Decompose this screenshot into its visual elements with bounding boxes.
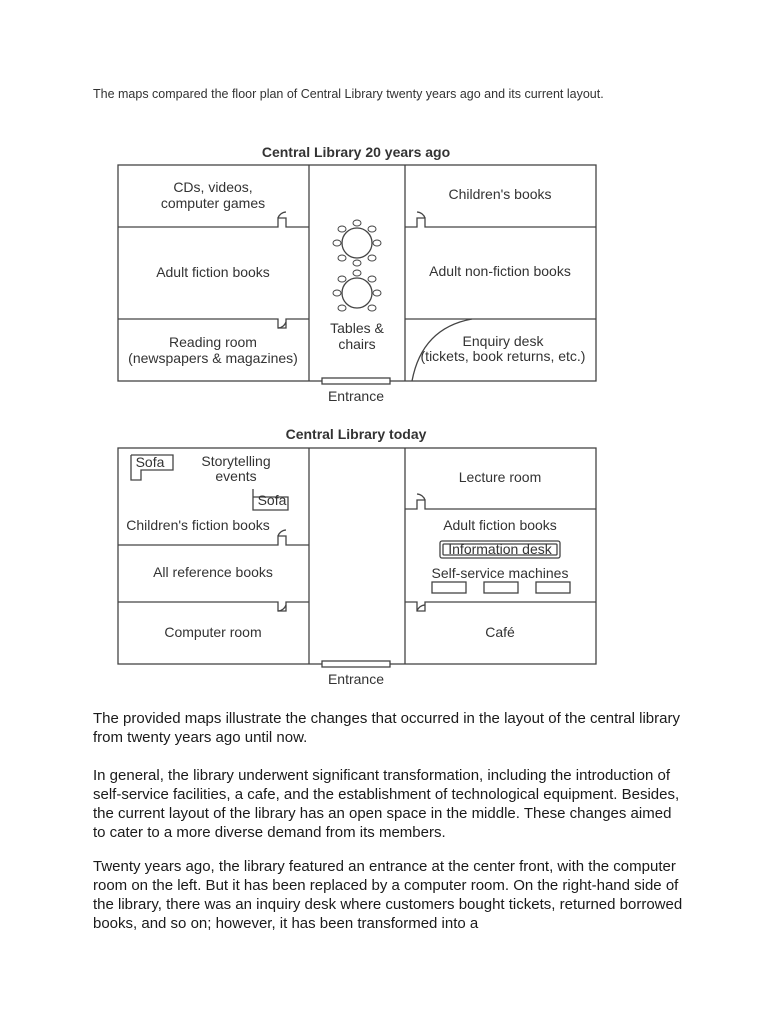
- paragraph-2: In general, the library underwent significant transformation, including the introduction of self-service facilities, a cafe, and the establishment of technological equipment. Besides, the current layout of the library has an open space in the middle. These changes aimed to cater to a more diverse demand from its members.: [93, 767, 680, 841]
- room-reading-line2: (newspapers & magazines): [128, 350, 298, 366]
- tables-label-line2: chairs: [338, 336, 376, 352]
- room-enquiry: Enquiry desk: [462, 333, 544, 349]
- room-adult-fiction: Adult fiction books: [156, 264, 270, 280]
- room-cds-line2: computer games: [160, 195, 266, 211]
- paragraph-3: Twenty years ago, the library featured an entrance at the center front, with the computer room on the left. But it has been replaced by a computer room. On the right-hand side of the library, there was an inquiry desk where customers bought tickets, returned borrowed books, and so on; however, it has been transformed into a: [93, 858, 683, 932]
- sofa-label: Sofa: [135, 454, 165, 470]
- room-adult-nonfiction: Adult non-fiction books: [429, 263, 571, 279]
- entrance-label-today: Entrance: [327, 671, 385, 687]
- map-today-figure: [112, 422, 604, 692]
- room-computer: Computer room: [164, 624, 262, 640]
- map-past-figure: [112, 138, 604, 408]
- tables-label: Tables &: [330, 320, 384, 336]
- room-lecture: Lecture room: [458, 469, 542, 485]
- room-adult-fiction-today: Adult fiction books: [443, 517, 557, 533]
- map-today: [112, 422, 604, 692]
- sofa-label-2: Sofa: [257, 492, 287, 508]
- room-storytelling-line2: events: [215, 468, 257, 484]
- room-childrens-fiction: Children's fiction books: [126, 517, 270, 533]
- room-cds: CDs, videos,: [173, 179, 253, 195]
- map-today-title: Central Library today: [285, 426, 427, 442]
- room-childrens: Children's books: [448, 186, 552, 202]
- information-desk-label: Information desk: [448, 541, 552, 557]
- room-storytelling: Storytelling: [201, 453, 271, 469]
- room-reference: All reference books: [153, 564, 273, 580]
- self-service-label: Self-service machines: [431, 565, 569, 581]
- map-past: [112, 138, 604, 408]
- intro-sentence: The maps compared the floor plan of Central Library twenty years ago and its current layout.: [93, 87, 604, 101]
- chairs: [333, 220, 381, 311]
- paragraph-1: The provided maps illustrate the changes that occurred in the layout of the central library from twenty years ago until now.: [93, 710, 680, 746]
- map-past-title: Central Library 20 years ago: [261, 144, 451, 160]
- entrance-label: Entrance: [327, 388, 385, 404]
- room-enquiry-line2: (tickets, book returns, etc.): [420, 348, 586, 364]
- room-reading: Reading room: [169, 334, 257, 350]
- room-cafe: Café: [485, 624, 515, 640]
